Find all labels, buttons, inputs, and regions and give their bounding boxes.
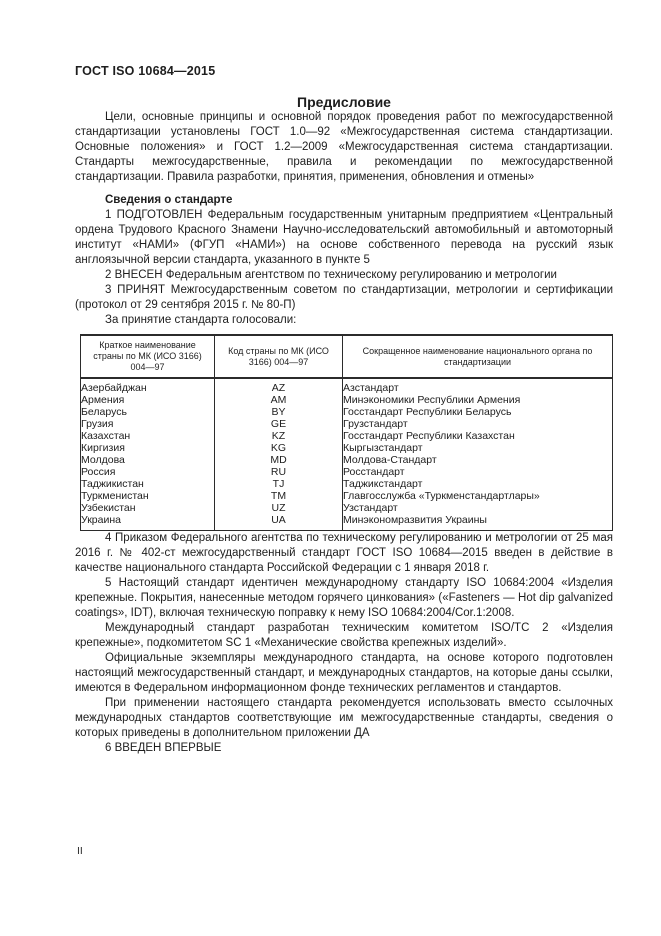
table-row xyxy=(81,502,613,514)
cell-country: Киргизия xyxy=(81,442,215,454)
page-number: II xyxy=(77,845,83,857)
cell-country: Туркменистан xyxy=(81,490,215,502)
clause-4-order: 4 Приказом Федерального агентства по техническому регулированию и метрологии от 25 мая 2016 г. № 402-ст межгосударственный стандарт ГОСТ ISO 10684—2015 введен в действие в качестве национального стандарта Российской Федерации с 1 января 2018 г. xyxy=(75,532,613,574)
clause-3-adopted: 3 ПРИНЯТ Межгосударственным советом по стандартизации, метрологии и сертификации (протокол от 29 сентября 2015 г. № 80-П) xyxy=(75,284,613,311)
cell-code: RU xyxy=(215,466,343,478)
cell-country: Беларусь xyxy=(81,406,215,418)
cell-code: UA xyxy=(215,514,343,531)
header-country-code: Код страны по МК (ИСО 3166) 004—97 xyxy=(215,335,343,378)
cell-code: TJ xyxy=(215,478,343,490)
table-row xyxy=(81,442,613,454)
cell-org: Росстандарт xyxy=(343,466,613,478)
cell-code: KZ xyxy=(215,430,343,442)
document-number: ГОСТ ISO 10684—2015 xyxy=(75,64,216,78)
cell-org: Главгосслужба «Туркменстандартлары» xyxy=(343,490,613,502)
cell-country: Молдова xyxy=(81,454,215,466)
cell-org: Кыргызстандарт xyxy=(343,442,613,454)
clause-2-submitted: 2 ВНЕСЕН Федеральным агентством по техническому регулированию и метрологии xyxy=(105,269,557,281)
cell-org: Госстандарт Республики Беларусь xyxy=(343,406,613,418)
standard-info-heading: Сведения о стандарте xyxy=(105,194,233,206)
clause-5-identity: 5 Настоящий стандарт идентичен международному стандарту ISO 10684:2004 «Изделия крепежные. Покрытия, нанесенные методом горячего цинкования» («Fasteners — Hot dip galvanized coatings», IDT), включая техническую поправку к нему ISO 10684:2004/Cor.1:2008. xyxy=(75,577,613,619)
cell-code: MD xyxy=(215,454,343,466)
cell-country: Азербайджан xyxy=(81,378,215,394)
table-row xyxy=(81,378,613,394)
intro-paragraph: Цели, основные принципы и основной порядок проведения работ по межгосударственной стандартизации установлены ГОСТ 1.0—92 «Межгосударственная система стандартизации. Основные положения» и ГОСТ 1.2—2009 «Межгосударственная система стандартизации. Стандарты межгосударственные, правила и рекомендации по межгосударственной стандартизации. Правила разработки, принятия, применения, обновления и отмены» xyxy=(75,111,613,183)
table-row xyxy=(81,406,613,418)
table-row xyxy=(81,454,613,466)
cell-org: Грузстандарт xyxy=(343,418,613,430)
cell-code: BY xyxy=(215,406,343,418)
table-row xyxy=(81,418,613,430)
cell-code: AM xyxy=(215,394,343,406)
cell-code: KG xyxy=(215,442,343,454)
cell-country: Казахстан xyxy=(81,430,215,442)
cell-org: Молдова-Стандарт xyxy=(343,454,613,466)
cell-org: Таджикстандарт xyxy=(343,478,613,490)
vote-caption: За принятие стандарта голосовали: xyxy=(105,314,297,326)
table-header-row xyxy=(81,335,613,378)
cell-org: Азстандарт xyxy=(343,378,613,394)
cell-org: Госстандарт Республики Казахстан xyxy=(343,430,613,442)
clause-5-note-committee: Международный стандарт разработан техническим комитетом ISO/TC 2 «Изделия крепежные», подкомитетом SC 1 «Механические свойства крепежных изделий». xyxy=(75,622,613,649)
page-content xyxy=(75,0,613,756)
cell-code: TM xyxy=(215,490,343,502)
cell-code: GE xyxy=(215,418,343,430)
cell-code: UZ xyxy=(215,502,343,514)
table-row xyxy=(81,514,613,531)
cell-org: Узстандарт xyxy=(343,502,613,514)
cell-code: AZ xyxy=(215,378,343,394)
table-row xyxy=(81,394,613,406)
clause-6-first-edition: 6 ВВЕДЕН ВПЕРВЫЕ xyxy=(105,742,222,754)
clause-1-prepared: 1 ПОДГОТОВЛЕН Федеральным государственным унитарным предприятием «Центральный ордена Трудового Красного Знамени Научно-исследовательский автомобильный и автомоторный институт «НАМИ» (ФГУП «НАМИ») на основе собственного перевода на русский язык англоязычной версии стандарта, указанного в пункте 5 xyxy=(75,209,613,266)
table-row xyxy=(81,466,613,478)
clause-5-note-application: При применении настоящего стандарта рекомендуется использовать вместо ссылочных международных стандартов соответствующие им межгосударственные стандарты, сведения о которых приведены в дополнительном приложении ДА xyxy=(75,697,613,739)
cell-org: Минэкономики Республики Армения xyxy=(343,394,613,406)
table-row xyxy=(81,430,613,442)
cell-org: Минэкономразвития Украины xyxy=(343,514,613,531)
cell-country: Армения xyxy=(81,394,215,406)
table-row xyxy=(81,478,613,490)
header-national-org: Сокращенное наименование национального органа по стандартизации xyxy=(343,335,613,378)
cell-country: Грузия xyxy=(81,418,215,430)
vote-table xyxy=(80,334,613,531)
cell-country: Украина xyxy=(81,514,215,531)
table-row xyxy=(81,490,613,502)
header-country: Краткое наименование страны по МК (ИСО 3166) 004—97 xyxy=(81,335,215,378)
clause-5-note-copies: Официальные экземпляры международного стандарта, на основе которого подготовлен настоящий межгосударственный стандарт, и международных стандартов, на которые даны ссылки, имеются в Федеральном информационном фонде технических регламентов и стандартов. xyxy=(75,652,613,694)
cell-country: Россия xyxy=(81,466,215,478)
cell-country: Таджикистан xyxy=(81,478,215,490)
cell-country: Узбекистан xyxy=(81,502,215,514)
page-title: Предисловие xyxy=(297,94,391,110)
